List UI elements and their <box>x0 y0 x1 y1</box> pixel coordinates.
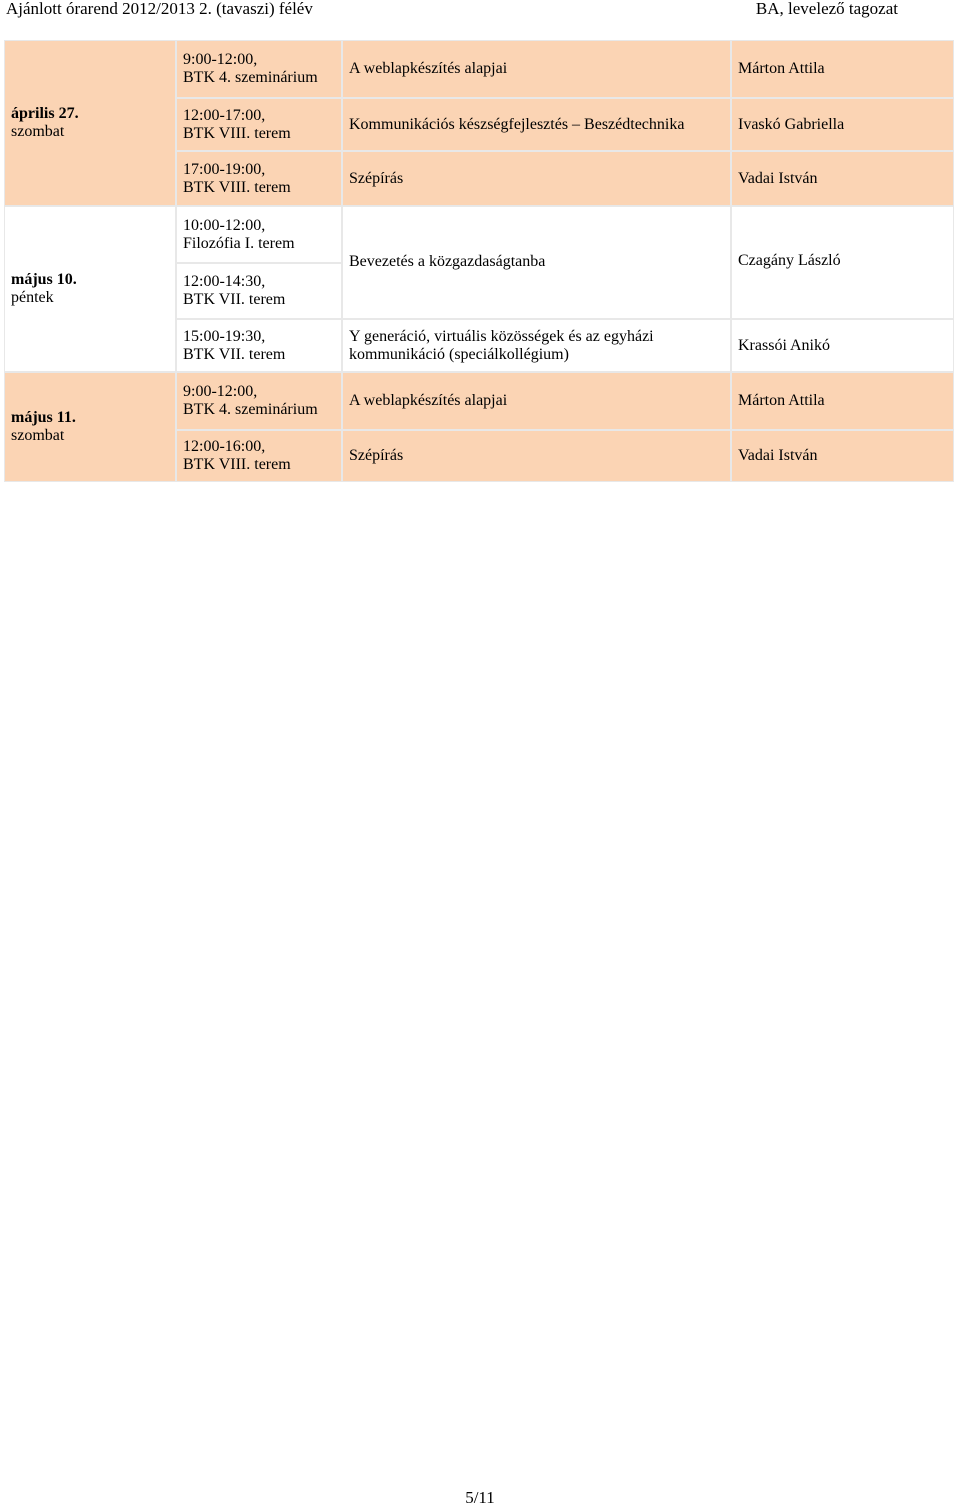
course-cell: Bevezetés a közgazdaságtanba <box>342 206 731 319</box>
teacher-cell: Vadai István <box>731 430 954 482</box>
teacher-cell: Márton Attila <box>731 40 954 98</box>
teacher-cell: Ivaskó Gabriella <box>731 98 954 151</box>
course-cell: Szépírás <box>342 430 731 482</box>
day-date: május 11. <box>11 409 76 426</box>
course-cell: Szépírás <box>342 151 731 206</box>
teacher-cell: Czagány László <box>731 206 954 319</box>
slot-cell: 15:00-19:30, BTK VII. terem <box>176 319 342 372</box>
course-cell: A weblapkészítés alapjai <box>342 372 731 430</box>
slot-cell: 9:00-12:00, BTK 4. szeminárium <box>176 372 342 430</box>
day-cell-may10 <box>4 206 176 372</box>
schedule-table <box>4 40 954 482</box>
page-number: 5/11 <box>465 1488 495 1507</box>
teacher-cell: Vadai István <box>731 151 954 206</box>
slot-cell: 12:00-16:00, BTK VIII. terem <box>176 430 342 482</box>
slot-cell: 9:00-12:00, BTK 4. szeminárium <box>176 40 342 98</box>
day-weekday: szombat <box>11 427 65 444</box>
day-cell-may11 <box>4 372 176 482</box>
slot-cell: 10:00-12:00, Filozófia I. terem <box>176 206 342 263</box>
slot-cell: 12:00-17:00, BTK VIII. terem <box>176 98 342 151</box>
day-weekday: péntek <box>11 289 54 306</box>
teacher-cell: Márton Attila <box>731 372 954 430</box>
course-cell: Kommunikációs készségfejlesztés – Beszédtechnika <box>342 98 731 151</box>
day-weekday: szombat <box>11 123 65 140</box>
course-cell: A weblapkészítés alapjai <box>342 40 731 98</box>
course-cell: Y generáció, virtuális közösségek és az egyházi kommunikáció (speciálkollégium) <box>342 319 731 372</box>
day-date: április 27. <box>11 105 79 122</box>
day-cell-apr27 <box>4 40 176 206</box>
day-date: május 10. <box>11 271 77 288</box>
program-label: BA, levelező tagozat <box>755 0 898 18</box>
page-header <box>0 0 960 20</box>
document-title: Ajánlott órarend 2012/2013 2. (tavaszi) félév <box>6 0 313 18</box>
teacher-cell: Krassói Anikó <box>731 319 954 372</box>
slot-cell: 17:00-19:00, BTK VIII. terem <box>176 151 342 206</box>
slot-cell: 12:00-14:30, BTK VII. terem <box>176 263 342 319</box>
